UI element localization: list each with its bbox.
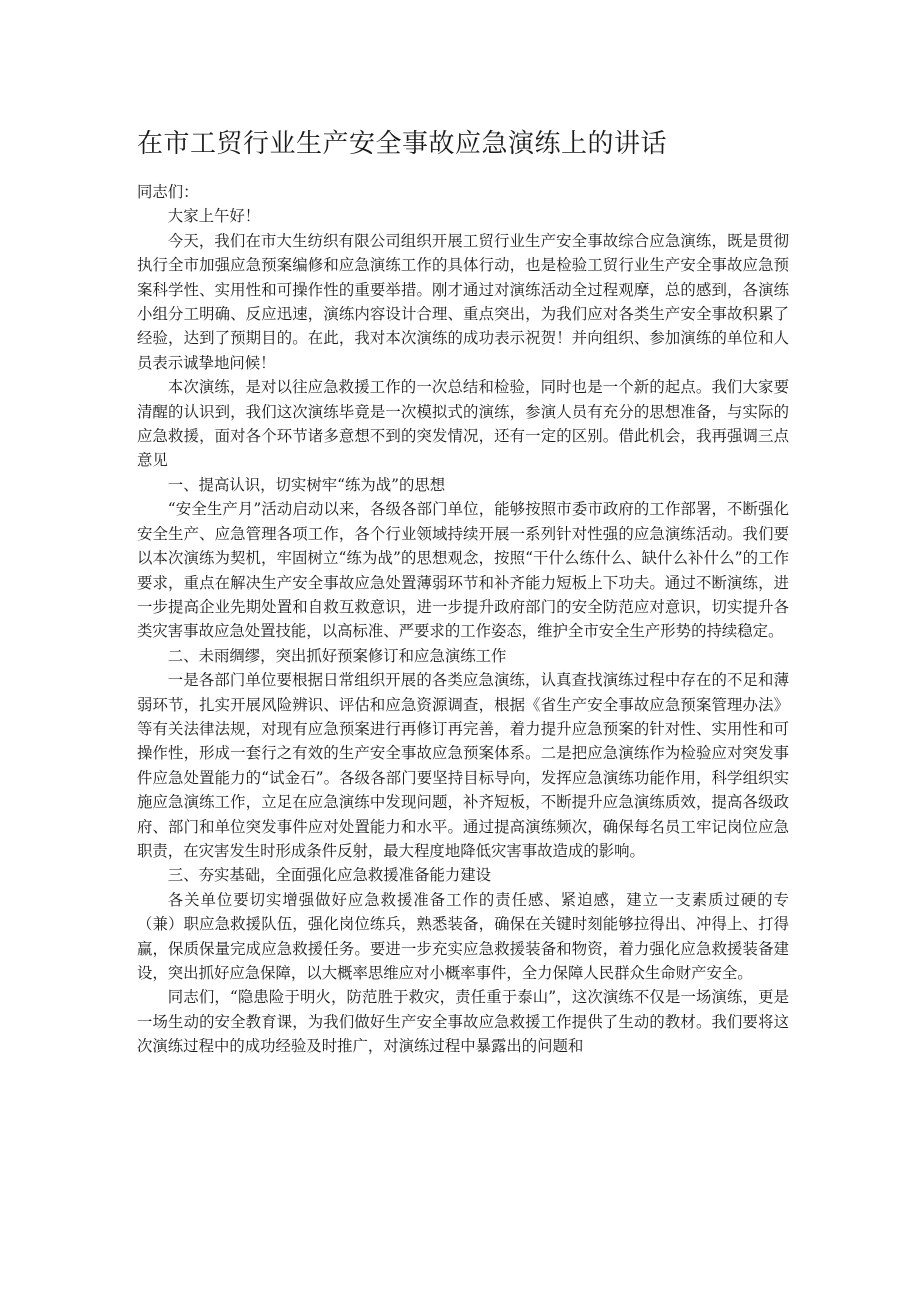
paragraph: 本次演练，是对以往应急救援工作的一次总结和检验，同时也是一个新的起点。我们大家要清醒的认识到，我们这次演练毕竟是一次模拟式的演练，参演人员有充分的思想准备，与实际的应急救援，面对各个环节诸多意想不到的突发情况，还有一定的区别。借此机会，我再强调三点意见 <box>137 378 789 470</box>
paragraph: 今天，我们在市大生纺织有限公司组织开展工贸行业生产安全事故综合应急演练，既是贯彻执行全市加强应急预案编修和应急演练工作的具体行动，也是检验工贸行业生产安全事故应急预案科学性、实用性和可操作性的重要举措。刚才通过对演练活动全过程观摩，总的感到，各演练小组分工明确、反应迅速，演练内容设计合理、重点突出，为我们应对各类生产安全事故积累了经验，达到了预期目的。在此，我对本次演练的成功表示祝贺！并向组织、参加演练的单位和人员表示诚挚地问候！ <box>137 231 789 372</box>
section-heading-1: 一、提高认识，切实树牢“练为战”的思想 <box>167 475 446 494</box>
section-text-3: 各关单位要切实增强做好应急救援准备工作的责任感、紧迫感，建立一支素质过硬的专（兼）职应急救援队伍，强化岗位练兵，熟悉装备，确保在关键时刻能够拉得出、冲得上、打得赢，保质保量完成应急救援任务。要进一步充实应急救援装备和物资，着力强化应急救援装备建设，突出抓好应急保障，以大概率思维应对小概率事件，全力保障人民群众生命财产安全。 <box>137 890 789 982</box>
salutation: 同志们： <box>137 183 199 201</box>
section-text-2: 一是各部门单位要根据日常组织开展的各类应急演练，认真查找演练过程中存在的不足和薄弱环节，扎实开展风险辨识、评估和应急资源调查，根据《省生产安全事故应急预案管理办法》等有关法律法规，对现有应急预案进行再修订再完善，着力提升应急预案的针对性、实用性和可操作性，形成一套行之有效的生产安全事故应急预案体系。二是把应急演练作为检验应对突发事件应急处置能力的“试金石”。各级各部门要坚持目标导向，发挥应急演练功能作用，科学组织实施应急演练工作，立足在应急演练中发现问题，补齐短板，不断提升应急演练质效，提高各级政府、部门和单位突发事件应对处置能力和水平。通过提高演练频次，确保每名员工牢记岗位应急职责，在灾害发生时形成条件反射，最大程度地降低灾害事故造成的影响。 <box>137 671 789 860</box>
section-heading-2: 二、未雨绸缪，突出抓好预案修订和应急演练工作 <box>167 646 507 665</box>
section-text-1: “安全生产月”活动启动以来，各级各部门单位，能够按照市委市政府的工作部署，不断强化安全生产、应急管理各项工作，各个行业领域持续开展一系列针对性强的应急演练活动。我们要以本次演练为契机，牢固树立“练为战”的思想观念，按照“干什么练什么、缺什么补什么”的工作要求，重点在解决生产安全事故应急处置薄弱环节和补齐能力短板上下功夫。通过不断演练，进一步提高企业先期处置和自救互救意识，进一步提升政府部门的安全防范应对意识，切实提升各类灾害事故应急处置技能，以高标准、严要求的工作姿态，维护全市安全生产形势的持续稳定。 <box>137 500 789 641</box>
greeting: 大家上午好！ <box>167 207 261 226</box>
section-heading-3: 三、夯实基础，全面强化应急救援准备能力建设 <box>167 866 492 885</box>
document-body <box>137 180 789 1059</box>
closing-paragraph: 同志们，“隐患险于明火，防范胜于救灾，责任重于泰山”，这次演练不仅是一场演练，更是一场生动的安全教育课，为我们做好生产安全事故应急救援工作提供了生动的教材。我们要将这次演练过程中的成功经验及时推广，对演练过程中暴露出的问题和 <box>137 988 789 1056</box>
document-title: 在市工贸行业生产安全事故应急演练上的讲话 <box>137 129 668 159</box>
